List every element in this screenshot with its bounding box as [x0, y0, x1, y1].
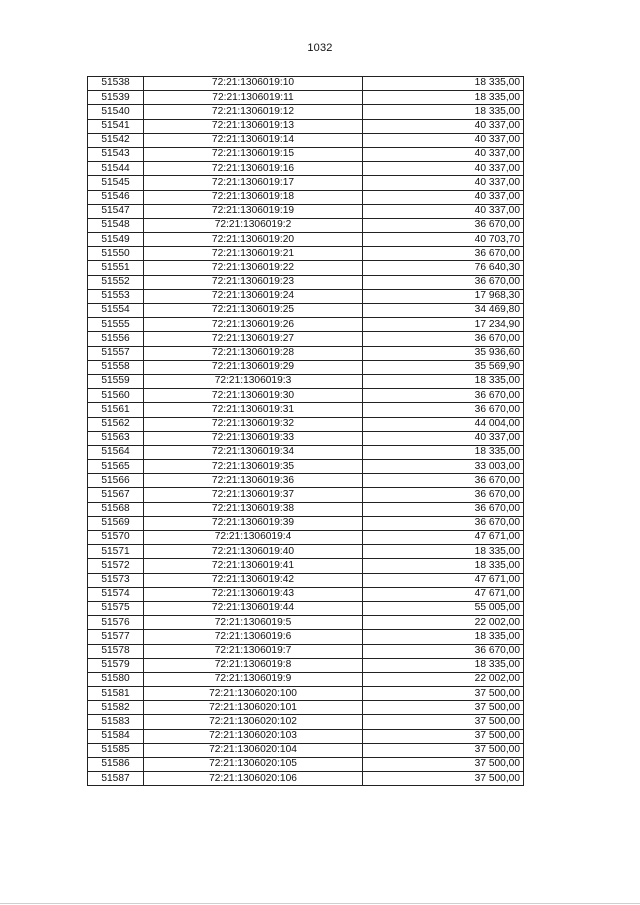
- cadastral-number-cell: 72:21:1306019:10: [144, 77, 363, 91]
- cadastral-value-cell: 40 337,00: [363, 147, 524, 161]
- row-number-cell: 51585: [88, 743, 144, 757]
- row-number-cell: 51544: [88, 162, 144, 176]
- cadastral-number-cell: 72:21:1306019:30: [144, 389, 363, 403]
- table-row: [88, 715, 524, 729]
- row-number-cell: 51581: [88, 687, 144, 701]
- cadastral-value-cell: 40 337,00: [363, 204, 524, 218]
- row-number-cell: 51540: [88, 105, 144, 119]
- table-row: [88, 488, 524, 502]
- table-row: [88, 233, 524, 247]
- cadastral-value-cell: 37 500,00: [363, 729, 524, 743]
- row-number-cell: 51558: [88, 360, 144, 374]
- cadastral-number-cell: 72:21:1306019:2: [144, 218, 363, 232]
- cadastral-value-cell: 36 670,00: [363, 403, 524, 417]
- cadastral-number-cell: 72:21:1306019:25: [144, 304, 363, 318]
- table-row: [88, 460, 524, 474]
- cadastral-number-cell: 72:21:1306019:7: [144, 644, 363, 658]
- cadastral-value-cell: 33 003,00: [363, 460, 524, 474]
- cadastral-value-table: [87, 76, 524, 786]
- row-number-cell: 51571: [88, 545, 144, 559]
- table-row: [88, 147, 524, 161]
- row-number-cell: 51542: [88, 133, 144, 147]
- cadastral-number-cell: 72:21:1306019:24: [144, 289, 363, 303]
- row-number-cell: 51545: [88, 176, 144, 190]
- row-number-cell: 51546: [88, 190, 144, 204]
- row-number-cell: 51586: [88, 758, 144, 772]
- cadastral-value-cell: 18 335,00: [363, 559, 524, 573]
- cadastral-number-cell: 72:21:1306020:104: [144, 743, 363, 757]
- table-row: [88, 204, 524, 218]
- row-number-cell: 51538: [88, 77, 144, 91]
- cadastral-value-cell: 18 335,00: [363, 77, 524, 91]
- cadastral-number-cell: 72:21:1306019:9: [144, 672, 363, 686]
- row-number-cell: 51562: [88, 417, 144, 431]
- cadastral-number-cell: 72:21:1306019:18: [144, 190, 363, 204]
- table-row: [88, 176, 524, 190]
- cadastral-value-cell: 36 670,00: [363, 488, 524, 502]
- table-row: [88, 162, 524, 176]
- page-bottom-edge: [0, 903, 640, 904]
- table-row: [88, 403, 524, 417]
- cadastral-value-cell: 55 005,00: [363, 601, 524, 615]
- row-number-cell: 51575: [88, 601, 144, 615]
- cadastral-value-cell: 36 670,00: [363, 644, 524, 658]
- cadastral-number-cell: 72:21:1306019:21: [144, 247, 363, 261]
- row-number-cell: 51549: [88, 233, 144, 247]
- cadastral-number-cell: 72:21:1306019:28: [144, 346, 363, 360]
- table-row: [88, 445, 524, 459]
- table-row: [88, 247, 524, 261]
- table-row: [88, 431, 524, 445]
- row-number-cell: 51567: [88, 488, 144, 502]
- table-row: [88, 758, 524, 772]
- row-number-cell: 51548: [88, 218, 144, 232]
- row-number-cell: 51576: [88, 616, 144, 630]
- table-row: [88, 318, 524, 332]
- cadastral-value-cell: 22 002,00: [363, 672, 524, 686]
- cadastral-value-cell: 34 469,80: [363, 304, 524, 318]
- cadastral-value-cell: 36 670,00: [363, 516, 524, 530]
- cadastral-number-cell: 72:21:1306019:16: [144, 162, 363, 176]
- cadastral-value-cell: 35 569,90: [363, 360, 524, 374]
- row-number-cell: 51541: [88, 119, 144, 133]
- row-number-cell: 51554: [88, 304, 144, 318]
- cadastral-number-cell: 72:21:1306020:103: [144, 729, 363, 743]
- table-row: [88, 275, 524, 289]
- cadastral-value-cell: 35 936,60: [363, 346, 524, 360]
- table-row: [88, 644, 524, 658]
- table-row: [88, 77, 524, 91]
- table-row: [88, 474, 524, 488]
- table-row: [88, 374, 524, 388]
- row-number-cell: 51561: [88, 403, 144, 417]
- cadastral-value-cell: 76 640,30: [363, 261, 524, 275]
- table-row: [88, 190, 524, 204]
- table-row: [88, 360, 524, 374]
- row-number-cell: 51551: [88, 261, 144, 275]
- cadastral-value-cell: 36 670,00: [363, 502, 524, 516]
- cadastral-value-cell: 18 335,00: [363, 91, 524, 105]
- cadastral-value-cell: 37 500,00: [363, 715, 524, 729]
- cadastral-number-cell: 72:21:1306019:8: [144, 658, 363, 672]
- cadastral-number-cell: 72:21:1306019:14: [144, 133, 363, 147]
- cadastral-value-cell: 40 703,70: [363, 233, 524, 247]
- cadastral-value-cell: 47 671,00: [363, 531, 524, 545]
- table-row: [88, 616, 524, 630]
- cadastral-value-cell: 40 337,00: [363, 190, 524, 204]
- row-number-cell: 51580: [88, 672, 144, 686]
- cadastral-value-cell: 47 671,00: [363, 587, 524, 601]
- cadastral-number-cell: 72:21:1306019:12: [144, 105, 363, 119]
- table-row: [88, 91, 524, 105]
- row-number-cell: 51560: [88, 389, 144, 403]
- table-row: [88, 573, 524, 587]
- cadastral-number-cell: 72:21:1306019:42: [144, 573, 363, 587]
- cadastral-number-cell: 72:21:1306019:4: [144, 531, 363, 545]
- cadastral-value-cell: 36 670,00: [363, 218, 524, 232]
- table-row: [88, 389, 524, 403]
- row-number-cell: 51543: [88, 147, 144, 161]
- cadastral-number-cell: 72:21:1306019:44: [144, 601, 363, 615]
- row-number-cell: 51559: [88, 374, 144, 388]
- row-number-cell: 51564: [88, 445, 144, 459]
- row-number-cell: 51584: [88, 729, 144, 743]
- row-number-cell: 51579: [88, 658, 144, 672]
- cadastral-number-cell: 72:21:1306019:23: [144, 275, 363, 289]
- row-number-cell: 51557: [88, 346, 144, 360]
- table-row: [88, 701, 524, 715]
- row-number-cell: 51578: [88, 644, 144, 658]
- cadastral-value-cell: 18 335,00: [363, 658, 524, 672]
- cadastral-number-cell: 72:21:1306019:41: [144, 559, 363, 573]
- cadastral-number-cell: 72:21:1306019:32: [144, 417, 363, 431]
- cadastral-value-cell: 18 335,00: [363, 630, 524, 644]
- cadastral-value-cell: 36 670,00: [363, 474, 524, 488]
- row-number-cell: 51587: [88, 772, 144, 786]
- table-row: [88, 559, 524, 573]
- table-body: [88, 77, 524, 786]
- cadastral-number-cell: 72:21:1306019:43: [144, 587, 363, 601]
- cadastral-value-cell: 18 335,00: [363, 374, 524, 388]
- cadastral-value-cell: 18 335,00: [363, 545, 524, 559]
- row-number-cell: 51539: [88, 91, 144, 105]
- cadastral-number-cell: 72:21:1306020:100: [144, 687, 363, 701]
- cadastral-number-cell: 72:21:1306019:6: [144, 630, 363, 644]
- cadastral-value-cell: 36 670,00: [363, 332, 524, 346]
- table-row: [88, 601, 524, 615]
- cadastral-value-cell: 40 337,00: [363, 119, 524, 133]
- row-number-cell: 51556: [88, 332, 144, 346]
- table-row: [88, 502, 524, 516]
- row-number-cell: 51573: [88, 573, 144, 587]
- row-number-cell: 51565: [88, 460, 144, 474]
- cadastral-number-cell: 72:21:1306019:5: [144, 616, 363, 630]
- table-row: [88, 119, 524, 133]
- row-number-cell: 51577: [88, 630, 144, 644]
- table-row: [88, 105, 524, 119]
- cadastral-number-cell: 72:21:1306019:17: [144, 176, 363, 190]
- cadastral-number-cell: 72:21:1306019:31: [144, 403, 363, 417]
- cadastral-number-cell: 72:21:1306019:39: [144, 516, 363, 530]
- table-row: [88, 545, 524, 559]
- cadastral-value-cell: 40 337,00: [363, 176, 524, 190]
- cadastral-value-cell: 36 670,00: [363, 389, 524, 403]
- cadastral-number-cell: 72:21:1306019:20: [144, 233, 363, 247]
- table-row: [88, 687, 524, 701]
- cadastral-number-cell: 72:21:1306020:101: [144, 701, 363, 715]
- cadastral-number-cell: 72:21:1306019:29: [144, 360, 363, 374]
- table-row: [88, 729, 524, 743]
- cadastral-value-cell: 40 337,00: [363, 431, 524, 445]
- table-row: [88, 346, 524, 360]
- cadastral-number-cell: 72:21:1306019:22: [144, 261, 363, 275]
- table-row: [88, 289, 524, 303]
- cadastral-value-cell: 36 670,00: [363, 275, 524, 289]
- cadastral-number-cell: 72:21:1306019:35: [144, 460, 363, 474]
- cadastral-number-cell: 72:21:1306019:40: [144, 545, 363, 559]
- cadastral-number-cell: 72:21:1306020:102: [144, 715, 363, 729]
- cadastral-value-cell: 36 670,00: [363, 247, 524, 261]
- cadastral-number-cell: 72:21:1306019:19: [144, 204, 363, 218]
- cadastral-number-cell: 72:21:1306019:34: [144, 445, 363, 459]
- cadastral-value-cell: 37 500,00: [363, 758, 524, 772]
- table-row: [88, 417, 524, 431]
- cadastral-number-cell: 72:21:1306020:105: [144, 758, 363, 772]
- cadastral-value-cell: 47 671,00: [363, 573, 524, 587]
- cadastral-value-cell: 17 234,90: [363, 318, 524, 332]
- table-row: [88, 332, 524, 346]
- table-row: [88, 218, 524, 232]
- row-number-cell: 51563: [88, 431, 144, 445]
- row-number-cell: 51550: [88, 247, 144, 261]
- cadastral-number-cell: 72:21:1306019:38: [144, 502, 363, 516]
- row-number-cell: 51547: [88, 204, 144, 218]
- row-number-cell: 51569: [88, 516, 144, 530]
- cadastral-number-cell: 72:21:1306019:37: [144, 488, 363, 502]
- cadastral-value-cell: 37 500,00: [363, 701, 524, 715]
- cadastral-number-cell: 72:21:1306019:3: [144, 374, 363, 388]
- cadastral-value-cell: 37 500,00: [363, 743, 524, 757]
- table-row: [88, 261, 524, 275]
- cadastral-number-cell: 72:21:1306020:106: [144, 772, 363, 786]
- table-row: [88, 672, 524, 686]
- table-row: [88, 743, 524, 757]
- cadastral-value-cell: 40 337,00: [363, 162, 524, 176]
- cadastral-value-cell: 37 500,00: [363, 687, 524, 701]
- table-row: [88, 772, 524, 786]
- table-row: [88, 516, 524, 530]
- cadastral-number-cell: 72:21:1306019:36: [144, 474, 363, 488]
- cadastral-number-cell: 72:21:1306019:27: [144, 332, 363, 346]
- cadastral-number-cell: 72:21:1306019:13: [144, 119, 363, 133]
- table-row: [88, 630, 524, 644]
- cadastral-number-cell: 72:21:1306019:15: [144, 147, 363, 161]
- cadastral-value-cell: 40 337,00: [363, 133, 524, 147]
- row-number-cell: 51566: [88, 474, 144, 488]
- table-row: [88, 304, 524, 318]
- row-number-cell: 51553: [88, 289, 144, 303]
- row-number-cell: 51555: [88, 318, 144, 332]
- cadastral-value-cell: 18 335,00: [363, 105, 524, 119]
- row-number-cell: 51583: [88, 715, 144, 729]
- table-row: [88, 658, 524, 672]
- table-row: [88, 531, 524, 545]
- cadastral-number-cell: 72:21:1306019:33: [144, 431, 363, 445]
- row-number-cell: 51552: [88, 275, 144, 289]
- cadastral-number-cell: 72:21:1306019:11: [144, 91, 363, 105]
- table-row: [88, 133, 524, 147]
- cadastral-value-cell: 18 335,00: [363, 445, 524, 459]
- cadastral-value-cell: 22 002,00: [363, 616, 524, 630]
- cadastral-value-cell: 17 968,30: [363, 289, 524, 303]
- cadastral-value-cell: 44 004,00: [363, 417, 524, 431]
- row-number-cell: 51572: [88, 559, 144, 573]
- row-number-cell: 51582: [88, 701, 144, 715]
- row-number-cell: 51574: [88, 587, 144, 601]
- table-row: [88, 587, 524, 601]
- row-number-cell: 51570: [88, 531, 144, 545]
- cadastral-value-cell: 37 500,00: [363, 772, 524, 786]
- page-number: 1032: [307, 42, 333, 54]
- row-number-cell: 51568: [88, 502, 144, 516]
- cadastral-number-cell: 72:21:1306019:26: [144, 318, 363, 332]
